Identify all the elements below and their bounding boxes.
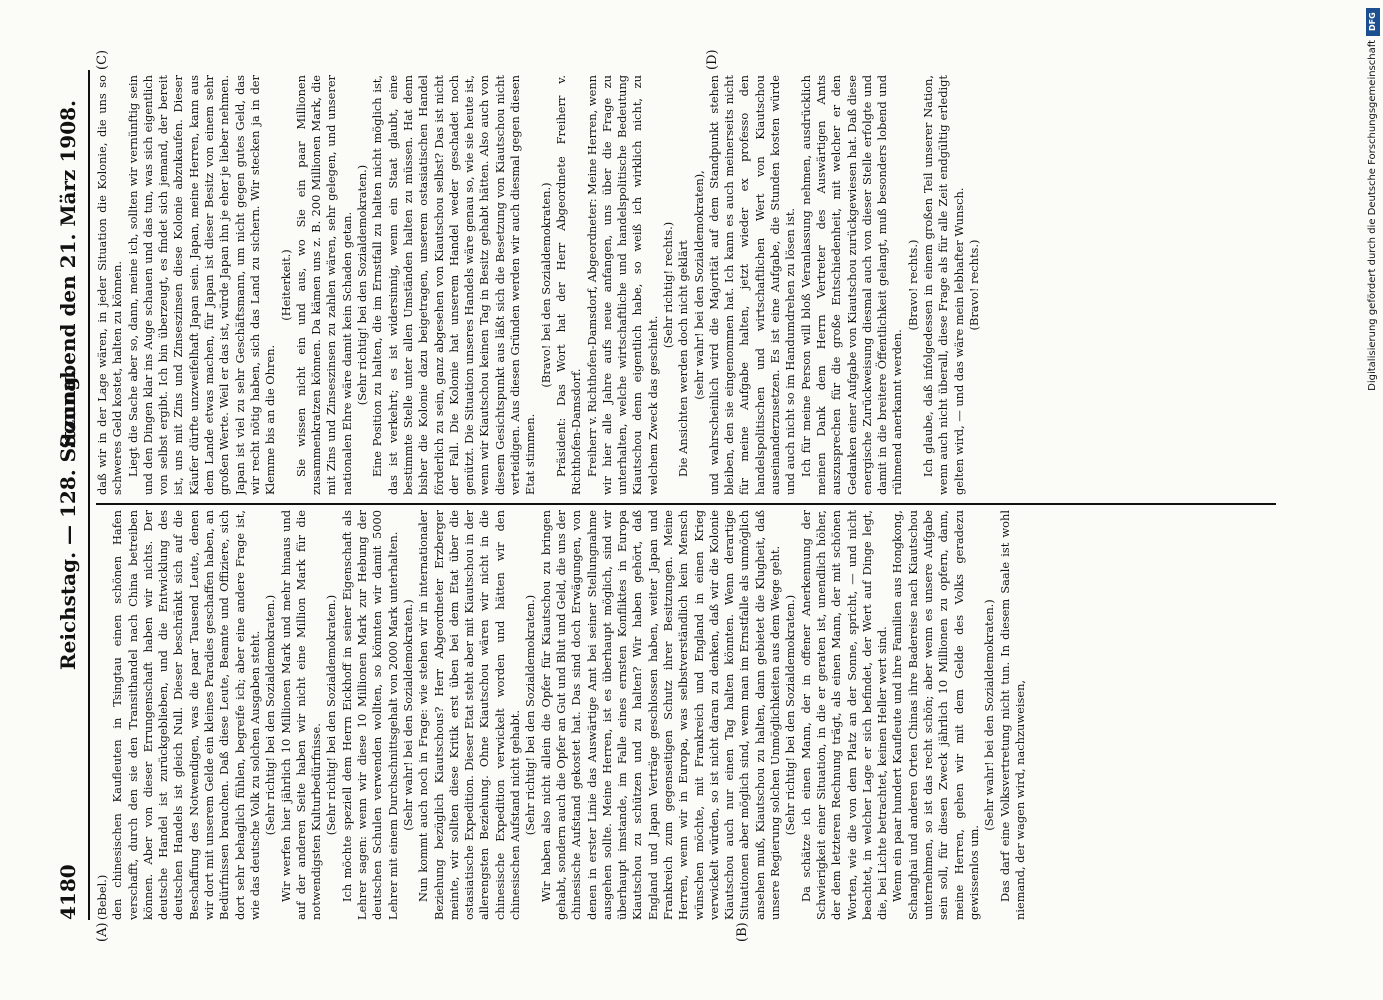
- interjection: (Sehr richtig! bei den Sozialdemokraten.): [355, 164, 370, 406]
- margin-marker-d: (D): [705, 49, 720, 70]
- paragraph: Wir haben also nicht allein die Opfer für Kiautschou zu bringen gehabt, sondern auch die Opfer an Gut und Blut und Geld, die uns der chinesische Aufstand gekostet hat. Das sind doch Erwägungen, von denen in erster Linie das Auswärtige Amt bei seiner Stellungnahme ausgehen sollte. Meine Herren, ist es überhaupt möglich, sind wir überhaupt imstande, im Falle eines ernsten Konfliktes in Europa Kiautschou zu schützen und zu halten? Wir haben gehört, daß England und Japan Verträge geschlossen haben, weiter Japan und Frankreich zum gegenseitigen Schutz ihrer Besitzungen. Meine Herren, wenn wir in Europa, was selbstverständlich kein Mensch wünschen möchte, mit Frankreich und England in einen Krieg verwickelt würden, so ist nicht daran zu denken, daß wir die Kolonie Kiautschou auch nur einen Tag halten könnten. Wenn derartige Situationen aber möglich sind, wenn man im Ernstfalle als unmöglich ansehen muß, Kiautschou zu halten, dann gebietet die Klugheit, daß unsere Regierung solchen Unmöglichkeiten aus dem Wege geht.: [538, 510, 783, 920]
- paragraph: und wahrscheinlich wird die Majorität auf dem Standpunkt stehen bleiben, den sie eingenommen hat. Ich kann es auch meinerseits nicht für meine Aufgabe halten, jetzt wieder ex professo den handelspolitischen und wirtschaftlichen Wert von Kiautschou auseinanderzusetzen. Es ist eine Aufgabe, die Stunden kosten würde und auch nicht so im Handumdrehen zu lösen ist.: [706, 75, 798, 495]
- left-text-column: [95, 510, 1285, 920]
- paragraph: Da schätze ich einen Mann, der in offener Anerkennung der Schwierigkeit einer Situation, in die er geraten ist, unendlich höher, der dem letzteren Rechnung trägt, als einen Mann, der mit schönen Worten, wie die von dem Platz an der Sonne, spricht, — und nicht beachtet, in welcher Lage er sich befindet, der Wert auf Dinge legt, die, bei Lichte betrachtet, keinen Heller wert sind.: [798, 510, 890, 920]
- interjection: (Sehr wahr! bei den Sozialdemokraten.): [982, 599, 997, 831]
- interjection: (Sehr richtig! bei den Sozialdemokraten.): [263, 594, 278, 836]
- interjection: (Sehr richtig! bei den Sozialdemokraten.): [523, 594, 538, 836]
- interjection: (Bravo! rechts.): [905, 239, 920, 331]
- paragraph: daß wir in der Lage wären, in jeder Situation die Kolonie, die uns so schweres Geld kostet, halten zu können.: [95, 75, 125, 495]
- dfg-logo-text: DFG: [1368, 12, 1377, 32]
- paragraph: Eine Position zu halten, die im Ernstfall zu halten nicht möglich ist, das ist verkehrt; es ist widersinnig, wenn ein Staat glaubt, eine bestimmte Stelle unter allen Umständen halten zu müssen. Hat denn bisher die Kolonie dazu beigetragen, unserem ostasiatischen Handel förderlich zu sein, ganz abgesehen von Kiautschou selbst? Das ist nicht der Fall. Die Kolonie hat unserem Handel weder geschadet noch genützt. Die Situation unseres Handels wäre genau so, wie sie heute ist, wenn wir Kiautschou keinen Tag in Besitz gehabt hätten. Also auch von diesem Gesichtspunkt aus läßt sich die Besetzung von Kiautschou nicht verteidigen. Aus diesen Gründen werden wir auch diesmal gegen diesen Etat stimmen.: [370, 75, 538, 495]
- margin-marker-b: (B): [735, 922, 750, 942]
- paragraph: Nun kommt auch noch in Frage: wie stehen wir in internationaler Beziehung bezüglich Kiautschous? Herr Abgeordneter Erzberger meinte, wir sollten diese Kritik erst üben bei dem Etat über die ostasiatische Expedition. Dieser Etat steht aber mit Kiautschou in der allerengsten Beziehung. Ohne Kiautschou wären wir nicht in die chinesische Expedition verwickelt worden und hätten wir den chinesischen Aufstand nicht gehabt.: [416, 510, 523, 920]
- interjection: (Sehr wahr! bei den Sozialdemokraten.): [400, 599, 415, 831]
- header-rule: [88, 70, 90, 920]
- column-divider: [96, 503, 1276, 505]
- paragraph: Präsident: Das Wort hat der Herr Abgeordnete Freiherr v. Richthofen-Damsdorf.: [553, 75, 584, 495]
- paragraph: Ich möchte speziell dem Herrn Eickhoff in seiner Eigenschaft als Lehrer sagen: wenn wir diese 10 Millionen Mark zur Hebung der deutschen Schulen verwenden wollten, so könnten wir damit 5000 Lehrer mit einem Durchschnittsgehalt von 2000 Mark unterhalten.: [339, 510, 400, 920]
- paragraph: den chinesischen Kaufleuten in Tsingtau einen schönen Hafen verschafft, durch den sie den Transithandel nach China betreiben können. Aber von dieser Errungenschaft haben wir nichts. Der deutsche Handel ist zurückgeblieben, und die Entwicklung des deutschen Handels ist gleich Null. Dieser beschränkt sich auf die Beschaffung des Notwendigen, was die paar Tausend Leute, denen wir dort mit unserem Gelde ein kleines Paradies geschaffen haben, an Bedürfnissen brauchen. Daß diese Leute, Beamte und Offiziere, sich dort sehr behaglich fühlen, begreife ich; aber eine andere Frage ist, wie das deutsche Volk zu solchen Ausgaben steht.: [110, 510, 262, 920]
- paragraph: Ich für meine Person will bloß Veranlassung nehmen, ausdrücklich meinen Dank dem Herrn Vertreter des Auswärtigen Amts auszusprechen für die große Entschiedenheit, mit welcher er den Gedanken einer Aufgabe von Kiautschou zurückgewiesen hat. Daß diese energische Zurückweisung diesmal auch von dieser Stelle erfolgte und damit in die breitere Öffentlichkeit gelangt, muß besonders lobend und rühmend anerkannt werden.: [798, 75, 905, 495]
- running-head: Reichstag. — 128. Sitzung.: [56, 369, 80, 670]
- dfg-logo: [1366, 8, 1380, 36]
- right-text-column: [95, 75, 1285, 495]
- paragraph: Liegt die Sache aber so, dann, meine ich, sollten wir vernünftig sein und den Dingen klar ins Auge schauen und das tun, was sich eigentlich von selbst ergibt. Ich bin überzeugt, es findet sich jemand, der bereit ist, uns mit Zins und Zinseszinsen diese Kolonie abzukaufen. Dieser Käufer dürfte unzweifelhaft Japan sein. Japan, meine Herren, kann aus dem Lande etwas machen, für Japan ist dieser Besitz von einem sehr großen Werte. Weil er das ist, würde Japan ihn je eher je lieber nehmen. Japan ist viel zu sehr Geschäftsmann, um nicht gegen gutes Geld, das wir recht nötig haben, sich das Land zu sichern. Wir stecken ja in der Klemme bis an die Ohren.: [125, 75, 278, 495]
- interjection: (Sehr richtig! bei den Sozialdemokraten.): [783, 594, 798, 836]
- paragraph: Ich glaube, daß infolgedessen in einem großen Teil unserer Nation, wenn auch nicht überall, diese Frage als für alle Zeit endgültig erledigt gelten wird, — und das wäre mein lebhafter Wunsch.: [921, 75, 966, 495]
- interjection: (Sehr richtig! rechts.): [660, 221, 675, 349]
- paragraph: Die Ansichten werden doch nicht geklärt: [676, 240, 691, 477]
- page-number: 4180: [56, 864, 80, 920]
- interjection: (Bravo! rechts.): [966, 239, 981, 331]
- session-date: Sonnabend den 21. März 1908.: [56, 100, 80, 449]
- paragraph: Wir werfen hier jährlich 10 Millionen Mark und mehr hinaus und auf der anderen Seite haben wir nicht eine Million Mark für die notwendigsten Kulturbedürfnisse.: [278, 510, 324, 920]
- paragraph: Sie wissen nicht ein und aus, wo Sie ein paar Millionen zusammenkratzen können. Da kämen uns z. B. 200 Millionen Mark, die mit Zins und Zinseszinsen zu zahlen wären, sehr gelegen, und unserer nationalen Ehre wäre damit kein Schaden getan.: [293, 75, 354, 495]
- interjection: (Bravo! bei den Sozialdemokraten.): [538, 182, 553, 388]
- interjection: (sehr wahr! bei den Sozialdemokraten),: [691, 170, 706, 400]
- page-header: [52, 70, 86, 920]
- paragraph: Wenn ein paar hundert Kaufleute und ihre Familien aus Hongkong, Schanghai und anderen Orten Chinas ihre Badereise nach Kiautschou unternehmen, so ist das recht schön; aber wenn es unsere Aufgabe sein soll, für diesen Zweck jährlich 10 Millionen zu opfern, dann, meine Herren, gehen wir mit dem Gelde des Volks geradezu gewissenlos um.: [890, 510, 981, 920]
- margin-marker-a: (A): [95, 922, 110, 942]
- credit-text: Digitalisierung gefördert durch die Deutsche Forschungsgemeinschaft: [1367, 40, 1378, 391]
- interjection: (Heiterkeit.): [278, 249, 293, 321]
- interjection: (Sehr richtig! bei den Sozialdemokraten.): [324, 594, 339, 836]
- paragraph: Das darf eine Volksvertretung nicht tun. In diesem Saale ist wohl niemand, der wagen wird, nachzuweisen,: [997, 510, 1027, 920]
- paragraph: (Bebel.): [95, 874, 109, 920]
- digitization-credit: [1365, 0, 1381, 1000]
- margin-marker-c: (C): [95, 49, 110, 70]
- paragraph: Freiherr v. Richthofen-Damsdorf, Abgeordneter: Meine Herren, wenn wir hier alle Jahre aufs neue anfangen, uns über die Frage zu unterhalten, welche wirtschaftliche und handelspolitische Bedeutung Kiautschou denn eigentlich habe, so weiß ich wirklich nicht, zu welchem Zweck das geschieht.: [584, 75, 660, 495]
